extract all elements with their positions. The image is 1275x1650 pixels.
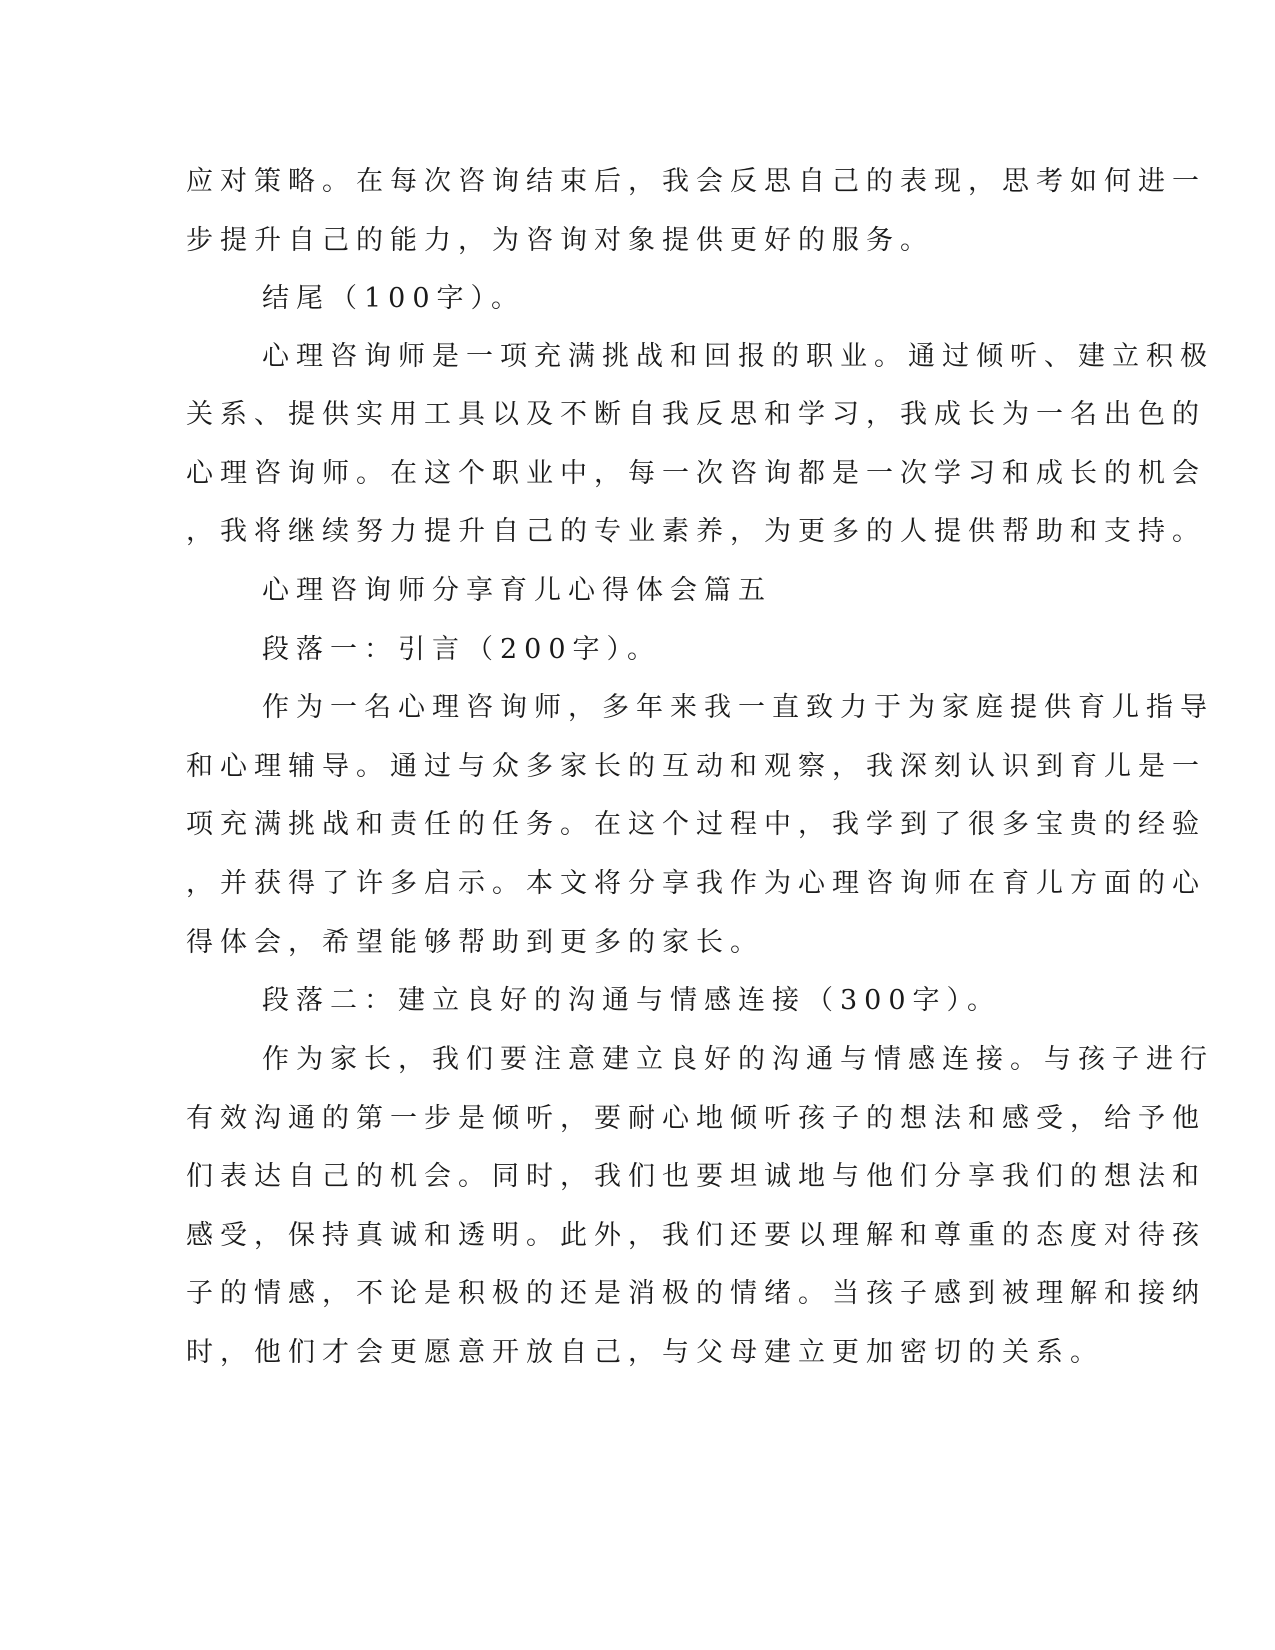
section-heading-conclusion: 结尾（100字）。	[262, 283, 526, 314]
paragraph-line: 作为一名心理咨询师，多年来我一直致力于为家庭提供育儿指导	[262, 692, 1214, 723]
paragraph-line: 们表达自己的机会。同时，我们也要坦诚地与他们分享我们的想法和	[186, 1161, 1206, 1192]
section-heading-intro: 段落一：引言（200字）。	[262, 634, 662, 665]
paragraph-line: ，我将继续努力提升自己的专业素养，为更多的人提供帮助和支持。	[186, 516, 1206, 547]
paragraph-line: 应对策略。在每次咨询结束后，我会反思自己的表现，思考如何进一	[186, 166, 1206, 197]
paragraph-line: 作为家长，我们要注意建立良好的沟通与情感连接。与孩子进行	[262, 1044, 1214, 1075]
article-title: 心理咨询师分享育儿心得体会篇五	[262, 575, 772, 606]
paragraph-line: 时，他们才会更愿意开放自己，与父母建立更加密切的关系。	[186, 1337, 1104, 1368]
paragraph-line: 项充满挑战和责任的任务。在这个过程中，我学到了很多宝贵的经验	[186, 809, 1206, 840]
section-heading-communication: 段落二：建立良好的沟通与情感连接（300字）。	[262, 985, 1002, 1016]
paragraph-line: 心理咨询师是一项充满挑战和回报的职业。通过倾听、建立积极	[262, 341, 1214, 372]
paragraph-line: 步提升自己的能力，为咨询对象提供更好的服务。	[186, 225, 934, 256]
paragraph-line: 和心理辅导。通过与众多家长的互动和观察，我深刻认识到育儿是一	[186, 751, 1206, 782]
paragraph-line: ，并获得了许多启示。本文将分享我作为心理咨询师在育儿方面的心	[186, 868, 1206, 899]
paragraph-line: 感受，保持真诚和透明。此外，我们还要以理解和尊重的态度对待孩	[186, 1220, 1206, 1251]
paragraph-line: 得体会，希望能够帮助到更多的家长。	[186, 927, 764, 958]
paragraph-line: 心理咨询师。在这个职业中，每一次咨询都是一次学习和成长的机会	[186, 458, 1206, 489]
paragraph-line: 有效沟通的第一步是倾听，要耐心地倾听孩子的想法和感受，给予他	[186, 1103, 1206, 1134]
paragraph-line: 子的情感，不论是积极的还是消极的情绪。当孩子感到被理解和接纳	[186, 1278, 1206, 1309]
paragraph-line: 关系、提供实用工具以及不断自我反思和学习，我成长为一名出色的	[186, 399, 1206, 430]
